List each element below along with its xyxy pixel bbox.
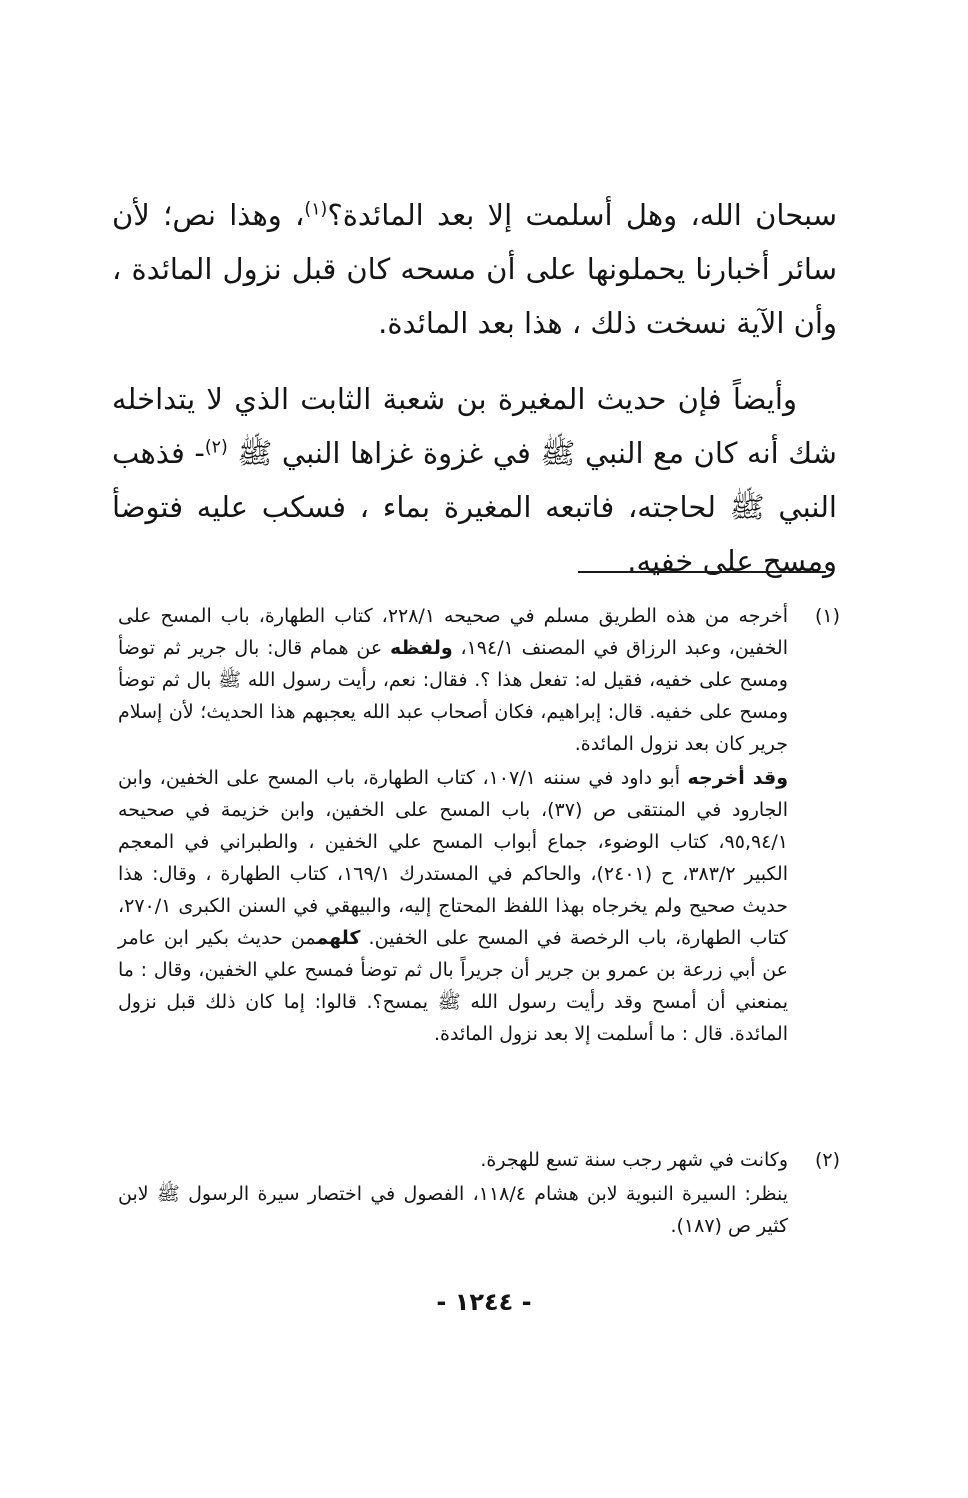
- paragraph-2-text-a: وأيضاً فإن حديث المغيرة بن شعبة الثابت الذي لا يتداخله شك أنه كان مع النبي ﷺ في غزوة غزاها النبي ﷺ: [112, 382, 837, 470]
- footnote-divider: [578, 571, 826, 573]
- footnote-1-p1-a: أخرجه من هذه الطريق مسلم في صحيحه ٢٢٨/١، كتاب الطهارة، باب المسح على الخفين، وعبد الرزاق في المصنف ١٩٤/١،: [118, 605, 788, 659]
- footnote-1-number: (١): [814, 605, 840, 627]
- paragraph-2-text-b: - فذهب النبي ﷺ لحاجته، فاتبعه المغيرة بماء ، فسكب عليه فتوضأ ومسح على خفيه.: [112, 436, 837, 578]
- footnote-1-body: [118, 600, 788, 1050]
- footnote-1-paragraph-1: [118, 600, 788, 760]
- main-text: [112, 188, 837, 588]
- footnote-2-paragraph-1: وكانت في شهر رجب سنة تسع للهجرة.: [480, 1149, 788, 1171]
- footnote-1-paragraph-2: [118, 762, 788, 1050]
- footnote-1-p1-bold: ولفظه: [389, 637, 453, 659]
- page-number: - ١٢٤٤ -: [436, 1288, 532, 1316]
- footnote-1-p2-b: من حديث بكير ابن عامر عن أبي زرعة بن عمرو بن جرير أن جريراً بال ثم توضأ فمسح علي الخفين، وقال : ما يمنعني أن أمسح وقد رأيت رسول الله ﷺ يمسح؟. قالوا: إما كان ذلك قبل نزول المائدة. قال : ما أسلمت إلا بعد نزول المائدة.: [118, 927, 788, 1045]
- paragraph-1-text-a: سبحان الله، وهل أسلمت إلا بعد المائدة؟: [327, 198, 837, 232]
- footnote-1-p2-a: أبو داود في سننه ١٠٧/١، كتاب الطهارة، باب المسح على الخفين، وابن الجارود في المنتقى ص (٣٧)، باب المسح على الخفين، وابن خزيمة في صحيحه ٩٥,٩٤/١، كتاب الوضوء، جماع أبواب المسح علي الخفين ، والطبراني في المعجم الكبير ٣٨٣/٢، ح (٢٤٠١)، والحاكم في المستدرك ١٦٩/١، كتاب الطهارة ، وقال: هذا حديث صحيح ولم يخرجاه بهذا اللفظ المحتاج إليه، والبيهقي في السنن الكبرى ٢٧٠/١، كتاب الطهارة، باب الرخصة في المسح على الخفين.: [118, 767, 788, 949]
- footnote-2-body: [118, 1144, 788, 1242]
- footnote-ref-2: (٢): [204, 437, 228, 458]
- footnote-1: [118, 600, 840, 1050]
- footnote-2: [118, 1144, 840, 1242]
- footnote-1-p2-bold: وقد أخرجه: [687, 767, 789, 789]
- footnote-ref-1: (١): [304, 199, 328, 220]
- paragraph-1-text-b: ، وهذا نص؛ لأن سائر أخبارنا يحملونها على أن مسحه كان قبل نزول المائدة ، وأن الآية نسخت ذلك ، هذا بعد المائدة.: [112, 198, 837, 340]
- footnote-1-p2-bold-2: كلهم: [316, 927, 361, 949]
- paragraph-1: [112, 188, 837, 350]
- footnote-1-p1-b: عن همام قال: بال جرير ثم توضأ ومسح على خفيه، فقيل له: تفعل هذا ؟. فقال: نعم، رأيت رسول الله ﷺ بال ثم توضأ ومسح على خفيه. قال: إبراهيم، فكان أصحاب عبد الله يعجبهم هذا الحديث؛ لأن إسلام جرير كان بعد نزول المائدة.: [118, 637, 788, 755]
- footnote-2-paragraph-2: ينظر: السيرة النبوية لابن هشام ١١٨/٤، الفصول في اختصار سيرة الرسول ﷺ لابن كثير ص (١٨٧).: [118, 1183, 788, 1237]
- paragraph-2: [112, 372, 837, 588]
- footnote-2-number: (٢): [814, 1149, 840, 1171]
